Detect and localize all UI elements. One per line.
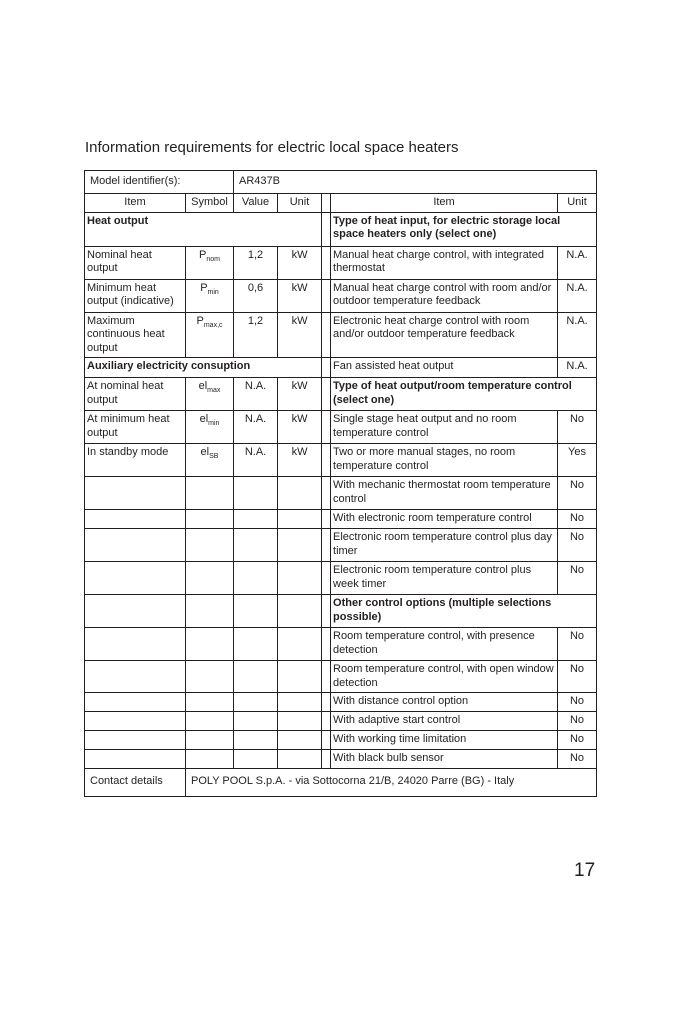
option-value: N.A. (558, 358, 597, 378)
header-unit: Unit (278, 194, 322, 213)
empty-cell (186, 510, 234, 529)
symbol-subscript: SB (209, 453, 219, 460)
column-gap (322, 510, 331, 529)
table-row (85, 477, 597, 510)
option-label: Two or more manual stages, no room temperature control (331, 444, 558, 477)
table-row (85, 529, 597, 562)
column-gap (322, 378, 331, 411)
option-value: N.A. (558, 246, 597, 279)
option-label: With electronic room temperature control (331, 510, 558, 529)
option-label: Manual heat charge control with room and/or outdoor temperature feedback (331, 279, 558, 312)
empty-cell (186, 693, 234, 712)
symbol-subscript: min (208, 420, 220, 427)
symbol-text: P (199, 248, 207, 261)
empty-cell (234, 595, 278, 628)
empty-cell (278, 731, 322, 750)
parameter-value: N.A. (234, 411, 278, 444)
column-gap (322, 477, 331, 510)
option-value: N.A. (558, 279, 597, 312)
option-label: Electronic heat charge control with room and/or outdoor temperature feedback (331, 312, 558, 358)
header-unit-right: Unit (558, 194, 597, 213)
empty-cell (186, 595, 234, 628)
parameter-symbol (186, 411, 234, 444)
contact-row (85, 768, 597, 796)
option-label: With mechanic thermostat room temperature control (331, 477, 558, 510)
empty-cell (278, 712, 322, 731)
option-value: No (558, 731, 597, 750)
empty-cell (85, 661, 186, 693)
header-symbol: Symbol (186, 194, 234, 213)
parameter-unit: kW (278, 246, 322, 279)
option-label: With black bulb sensor (331, 750, 558, 769)
empty-cell (186, 562, 234, 595)
symbol-text: el (199, 413, 209, 425)
table-row (85, 712, 597, 731)
model-value: AR437B (234, 171, 597, 194)
option-label: Manual heat charge control, with integrated thermostat (331, 246, 558, 279)
empty-cell (85, 477, 186, 510)
option-value: No (558, 411, 597, 444)
symbol-subscript: min (207, 288, 219, 296)
option-value: No (558, 693, 597, 712)
table-row (85, 411, 597, 444)
model-row (85, 171, 597, 194)
parameter-value: 0,6 (234, 279, 278, 312)
option-value: No (558, 750, 597, 769)
empty-cell (85, 628, 186, 661)
parameter-symbol (186, 246, 234, 279)
parameter-unit: kW (278, 312, 322, 358)
parameter-value: 1,2 (234, 246, 278, 279)
empty-cell (186, 628, 234, 661)
empty-cell (278, 595, 322, 628)
table-row (85, 510, 597, 529)
empty-cell (234, 510, 278, 529)
parameter-value: N.A. (234, 378, 278, 411)
empty-cell (85, 562, 186, 595)
column-gap (322, 628, 331, 661)
column-gap (322, 358, 331, 378)
option-value: No (558, 712, 597, 731)
empty-cell (234, 562, 278, 595)
option-label: With adaptive start control (331, 712, 558, 731)
option-label: Single stage heat output and no room temperature control (331, 411, 558, 444)
empty-cell (186, 750, 234, 769)
column-gap (322, 246, 331, 279)
parameter-symbol (186, 378, 234, 411)
option-value: No (558, 628, 597, 661)
option-value: No (558, 562, 597, 595)
empty-cell (234, 529, 278, 562)
parameter-label: Maximum continuous heat output (85, 312, 186, 358)
symbol-text: P (200, 281, 208, 294)
empty-cell (234, 661, 278, 693)
table-row (85, 444, 597, 477)
table-row (85, 750, 597, 769)
column-gap (322, 731, 331, 750)
symbol-text: P (196, 314, 204, 327)
empty-cell (234, 731, 278, 750)
parameter-symbol (186, 444, 234, 477)
option-value: N.A. (558, 312, 597, 358)
table-row (85, 693, 597, 712)
option-value: Yes (558, 444, 597, 477)
empty-cell (278, 661, 322, 693)
empty-cell (85, 731, 186, 750)
parameter-label: At nominal heat output (85, 378, 186, 411)
empty-cell (234, 750, 278, 769)
section-heading: Type of heat output/room temperature control (select one) (331, 378, 597, 411)
empty-cell (85, 510, 186, 529)
parameter-label: At minimum heat output (85, 411, 186, 444)
parameter-label: Nominal heat output (85, 246, 186, 279)
table-row (85, 358, 597, 378)
column-gap (322, 562, 331, 595)
empty-cell (234, 693, 278, 712)
empty-cell (85, 595, 186, 628)
empty-cell (85, 750, 186, 769)
column-gap (322, 411, 331, 444)
table-row (85, 595, 597, 628)
table-row (85, 312, 597, 358)
parameter-symbol (186, 279, 234, 312)
contact-value: POLY POOL S.p.A. - via Sottocorna 21/B, 24020 Parre (BG) - Italy (186, 768, 597, 796)
empty-cell (186, 529, 234, 562)
information-requirements-table (84, 170, 597, 797)
symbol-subscript: max,c (203, 321, 223, 329)
empty-cell (85, 712, 186, 731)
empty-cell (186, 477, 234, 510)
column-gap (322, 312, 331, 358)
parameter-symbol (186, 312, 234, 358)
section-heading: Heat output (85, 212, 322, 246)
parameter-value: N.A. (234, 444, 278, 477)
table-row (85, 562, 597, 595)
empty-cell (85, 529, 186, 562)
option-value: No (558, 477, 597, 510)
table-row (85, 628, 597, 661)
column-gap (322, 595, 331, 628)
section-heading: Other control options (multiple selections possible) (331, 595, 597, 628)
empty-cell (278, 628, 322, 661)
parameter-label: In standby mode (85, 444, 186, 477)
section-heading: Type of heat input, for electric storage local space heaters only (select one) (331, 212, 597, 246)
symbol-text: el (200, 446, 210, 458)
parameter-unit: kW (278, 444, 322, 477)
option-label: Electronic room temperature control plus day timer (331, 529, 558, 562)
table-row (85, 212, 597, 246)
table-row (85, 661, 597, 693)
symbol-subscript: max (207, 387, 221, 394)
table-row (85, 731, 597, 750)
empty-cell (278, 510, 322, 529)
model-label: Model identifier(s): (85, 171, 234, 194)
option-label: Electronic room temperature control plus week timer (331, 562, 558, 595)
column-gap (322, 661, 331, 693)
document-title: Information requirements for electric local space heaters (85, 139, 459, 156)
symbol-subscript: nom (206, 255, 220, 263)
column-gap (322, 212, 331, 246)
empty-cell (278, 750, 322, 769)
column-gap (322, 712, 331, 731)
empty-cell (278, 693, 322, 712)
option-value: No (558, 510, 597, 529)
column-gap (322, 194, 331, 213)
empty-cell (278, 529, 322, 562)
header-item: Item (85, 194, 186, 213)
table-row (85, 246, 597, 279)
parameter-unit: kW (278, 378, 322, 411)
empty-cell (186, 712, 234, 731)
column-gap (322, 750, 331, 769)
parameter-value: 1,2 (234, 312, 278, 358)
option-label: Room temperature control, with presence detection (331, 628, 558, 661)
table-row (85, 279, 597, 312)
symbol-text: el (198, 380, 208, 392)
column-gap (322, 693, 331, 712)
section-heading: Auxiliary electricity consuption (85, 358, 322, 378)
column-gap (322, 529, 331, 562)
contact-label: Contact details (85, 768, 186, 796)
header-value: Value (234, 194, 278, 213)
option-value: No (558, 661, 597, 693)
column-gap (322, 444, 331, 477)
empty-cell (278, 562, 322, 595)
empty-cell (234, 628, 278, 661)
option-label: With working time limitation (331, 731, 558, 750)
empty-cell (234, 477, 278, 510)
empty-cell (186, 731, 234, 750)
option-value: No (558, 529, 597, 562)
header-item-right: Item (331, 194, 558, 213)
empty-cell (85, 693, 186, 712)
header-row (85, 194, 597, 213)
option-label: Room temperature control, with open window detection (331, 661, 558, 693)
option-label: Fan assisted heat output (331, 358, 558, 378)
empty-cell (234, 712, 278, 731)
option-label: With distance control option (331, 693, 558, 712)
empty-cell (186, 661, 234, 693)
parameter-label: Minimum heat output (indicative) (85, 279, 186, 312)
column-gap (322, 279, 331, 312)
parameter-unit: kW (278, 279, 322, 312)
page-number: 17 (574, 860, 596, 881)
empty-cell (278, 477, 322, 510)
table-row (85, 378, 597, 411)
parameter-unit: kW (278, 411, 322, 444)
